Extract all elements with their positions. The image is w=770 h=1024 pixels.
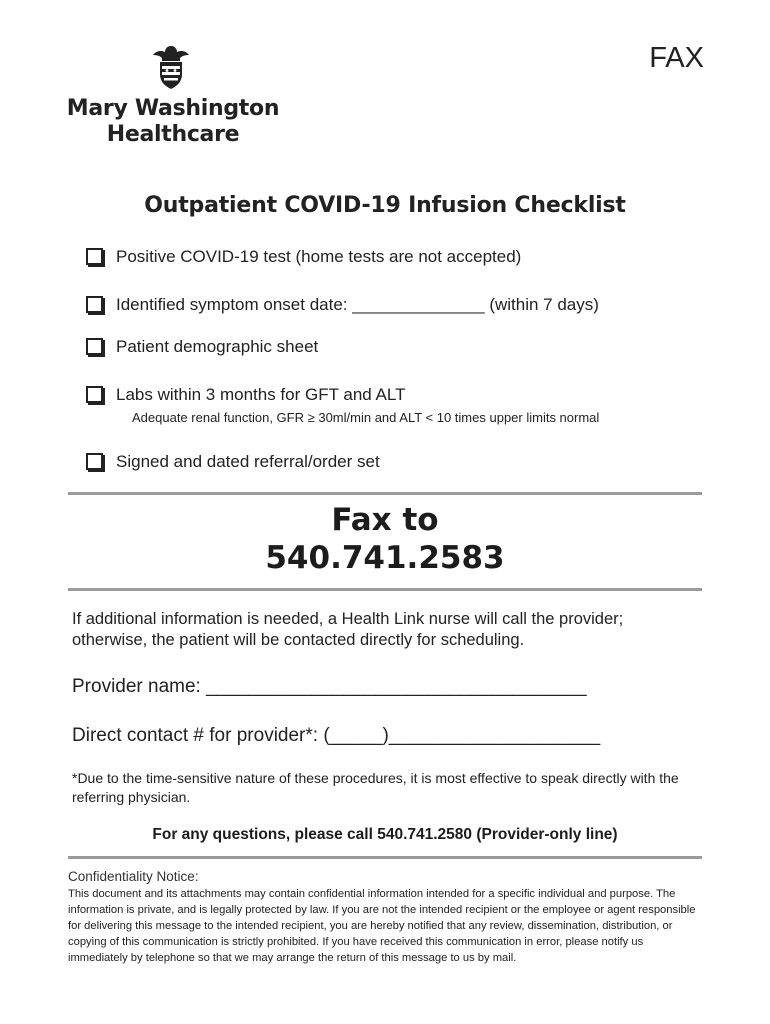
brand-name	[66, 96, 280, 148]
direct-contact-field[interactable]: Direct contact # for provider*: (_____)____________________	[72, 725, 601, 746]
checkbox[interactable]	[86, 386, 103, 403]
checkbox[interactable]	[86, 453, 103, 470]
checklist-item-label: Identified symptom onset date: ______________ (within 7 days)	[116, 295, 599, 314]
fax-to-heading: Fax to	[331, 502, 439, 538]
brand-line-2: Healthcare	[106, 122, 240, 147]
checkbox[interactable]	[86, 338, 103, 355]
checklist-item-label: Signed and dated referral/order set	[116, 452, 380, 471]
checklist-item-referral-order	[86, 452, 380, 472]
confidentiality-title: Confidentiality Notice:	[68, 869, 199, 884]
checklist-item-demographic-sheet	[86, 337, 318, 357]
eagle-shield-logo-icon	[150, 44, 192, 90]
info-text: If additional information is needed, a Health Link nurse will call the provider; otherwise, the patient will be contacted directly for scheduling.	[72, 610, 624, 649]
provider-name-field[interactable]: Provider name: ____________________________________	[72, 676, 587, 697]
divider	[68, 856, 702, 859]
divider	[68, 588, 702, 591]
checklist-item-onset-date	[86, 295, 599, 315]
page-title: Outpatient COVID-19 Infusion Checklist	[144, 193, 626, 218]
checklist-item-label: Positive COVID-19 test (home tests are not accepted)	[116, 247, 522, 266]
fax-number: 540.741.2583	[265, 540, 505, 576]
questions-line: For any questions, please call 540.741.2580 (Provider-only line)	[152, 826, 618, 843]
checklist-item-label: Labs within 3 months for GFT and ALT	[116, 385, 406, 404]
checklist-item-positive-test	[86, 247, 521, 267]
labs-note: Adequate renal function, GFR ≥ 30ml/min and ALT < 10 times upper limits normal	[132, 410, 600, 425]
checkbox[interactable]	[86, 248, 103, 265]
brand-line-1: Mary Washington	[66, 96, 280, 121]
checklist-item-label: Patient demographic sheet	[116, 337, 319, 356]
checkbox[interactable]	[86, 296, 103, 313]
divider	[68, 492, 702, 495]
footnote: *Due to the time-sensitive nature of these procedures, it is most effective to speak directly with the referring physician.	[72, 770, 679, 805]
confidentiality-body: This document and its attachments may contain confidential information intended for a specific individual and purpose. The information is private, and is legally protected by law. If you are not the intended recipient or the employee or agent responsible for delivering this message to the intended recipient, you are hereby notified that any review, dissemination, distribution, or copying of this communication is strictly prohibited. If you have received this communication in error, please notify us immediately by telephone so that we may arrange the return of this message to us by mail.	[68, 888, 696, 964]
checklist-item-labs	[86, 385, 405, 405]
fax-tag: FAX	[649, 42, 704, 74]
